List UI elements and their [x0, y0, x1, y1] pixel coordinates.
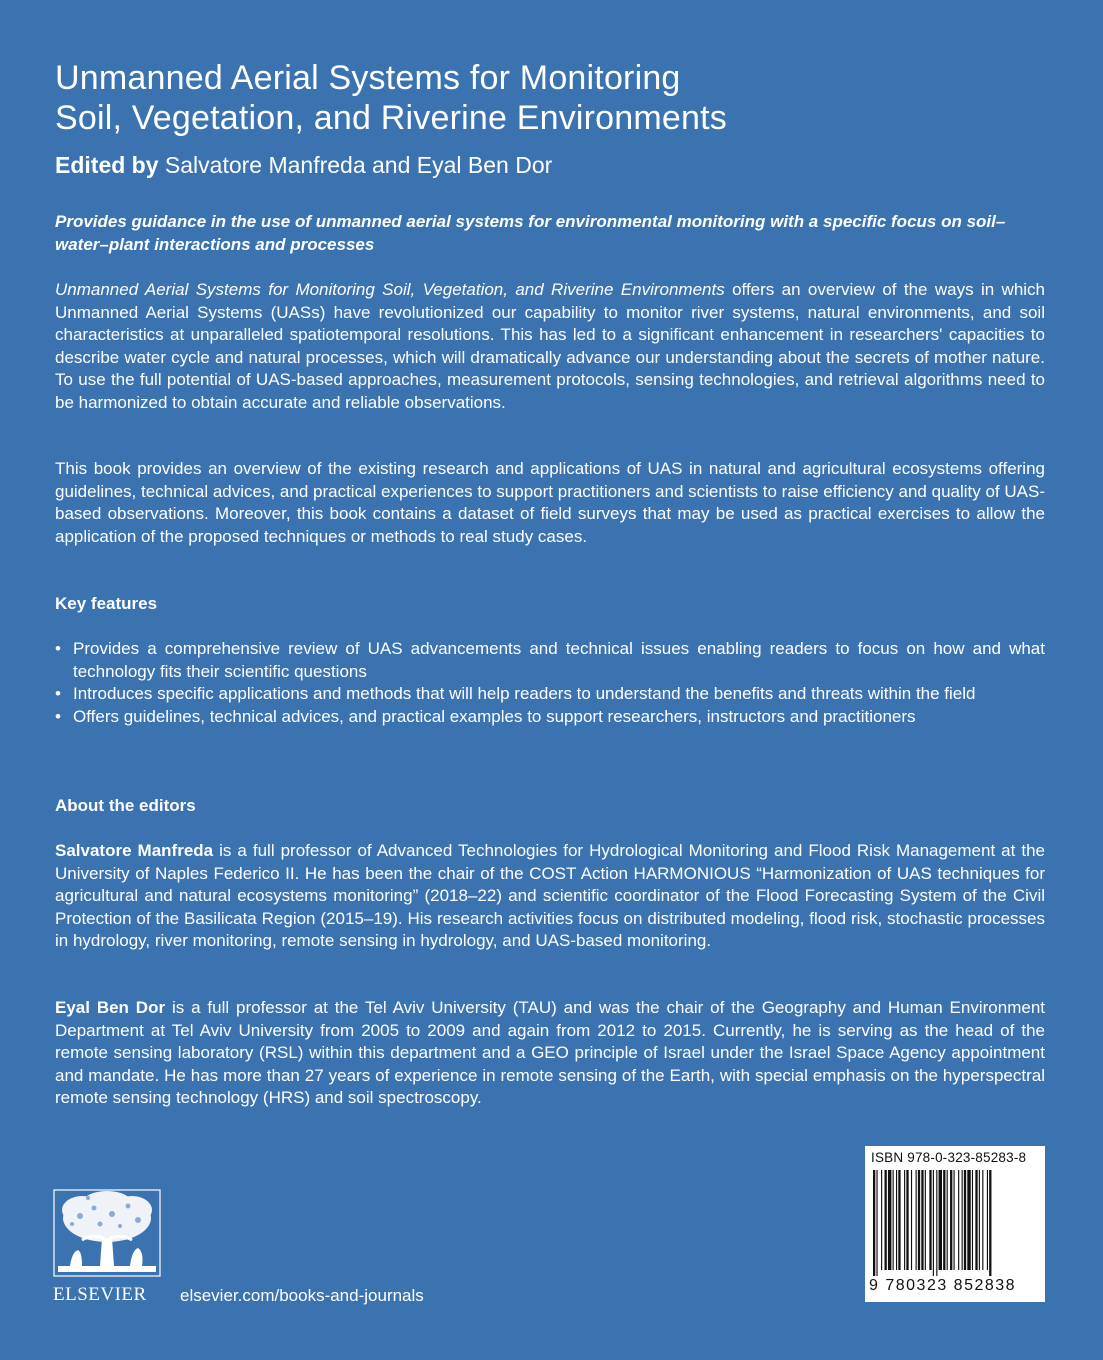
feature-text: Provides a comprehensive review of UAS advancements and technical issues enabling readers to focus on how and what technology fits their scientific questions: [73, 639, 1045, 681]
editor2-bio-text: is a full professor at the Tel Aviv University (TAU) and was the chair of the Geography and Human Environment Department at Tel Aviv University from 2005 to 2009 and again from 2012 to 2015. Currently, he is serving as the head of the remote sensing laboratory (RSL) within this department and a GEO principle of Israel under the Israel Space Agency appointment and mandate. He has more than 27 years of experience in remote sensing of the Earth, with special emphasis on the hyperspectral remote sensing technology (HRS) and soil spectroscopy.: [55, 998, 1045, 1107]
bullet-icon: •: [55, 639, 61, 658]
editor2-bio: [55, 997, 1045, 1110]
book-title-line1: Unmanned Aerial Systems for Monitoring: [55, 59, 681, 97]
publisher-name: ELSEVIER: [53, 1284, 147, 1305]
overview-paragraph-1: [55, 279, 1045, 414]
editor1-bio-text: is a full professor of Advanced Technologies for Hydrological Monitoring and Flood Risk Management at the University of Naples Federico II. He has been the chair of the COST Action HARMONIOUS “Harmonization of UAS techniques for agricultural and natural ecosystems monitoring” (2018–22) and scientific coordinator of the Flood Forecasting System of the Civil Protection of the Basilicata Region (2015–19). His research activities focus on distributed modeling, flood risk, stochastic processes in hydrology, river monitoring, remote sensing in hydrology, and UAS-based monitoring.: [55, 841, 1045, 950]
editors-line: [55, 150, 1045, 180]
editor1-bio: [55, 840, 1045, 953]
elsevier-tree-logo-icon: [52, 1188, 162, 1278]
overview-book-title: Unmanned Aerial Systems for Monitoring Soil, Vegetation, and Riverine Environments: [55, 280, 725, 299]
editors-names: Salvatore Manfreda and Eyal Ben Dor: [164, 152, 553, 178]
key-features-heading: Key features: [55, 594, 158, 613]
list-item: [55, 638, 1045, 683]
list-item: [55, 706, 1045, 729]
feature-text: Offers guidelines, technical advices, and practical examples to support researchers, instructors and practitioners: [73, 706, 916, 726]
bullet-icon: •: [55, 684, 61, 703]
publisher-url[interactable]: elsevier.com/books-and-journals: [180, 1286, 424, 1305]
editors-label: Edited by: [55, 152, 159, 178]
book-title-line2: Soil, Vegetation, and Riverine Environments: [55, 99, 727, 137]
list-item: [55, 683, 1045, 706]
key-features-list: [55, 638, 1045, 728]
overview-p1-text: offers an overview of the ways in which Unmanned Aerial Systems (UASs) have revolutionized our capability to monitor river systems, natural environments, and soil characteristics at unparalleled spatiotemporal resolutions. This has led to a significant enhancement in researchers' capacities to describe water cycle and natural processes, which will dramatically advance our understanding about the secrets of mother nature. To use the full potential of UAS-based approaches, measurement protocols, sensing technologies, and retrieval algorithms need to be harmonized to obtain accurate and reliable observations.: [55, 280, 1046, 412]
bullet-icon: •: [55, 706, 61, 726]
isbn-label: ISBN 978-0-323-85283-8: [871, 1150, 1027, 1165]
about-editors-heading: About the editors: [55, 796, 196, 815]
feature-text: Introduces specific applications and methods that will help readers to understand the benefits and threats within the field: [73, 684, 976, 703]
overview-paragraph-2: This book provides an overview of the existing research and applications of UAS in natural and agricultural ecosystems offering guidelines, technical advices, and practical experiences to support practitioners and scientists to raise efficiency and quality of UAS-based observations. Moreover, this book contains a dataset of field surveys that may be used as practical exercises to allow the application of the proposed techniques or methods to real study cases.: [55, 459, 1045, 546]
isbn-barcode-box: [865, 1146, 1045, 1302]
editor2-name: Eyal Ben Dor: [55, 998, 166, 1017]
tagline: Provides guidance in the use of unmanned aerial systems for environmental monitoring with a specific focus on soil–water–plant interactions and processes: [55, 212, 1006, 254]
editor1-name: Salvatore Manfreda: [55, 841, 214, 860]
book-title: [55, 58, 1045, 138]
barcode-icon: [871, 1170, 1039, 1276]
isbn-digits: 9 780323 852838: [869, 1277, 1017, 1294]
